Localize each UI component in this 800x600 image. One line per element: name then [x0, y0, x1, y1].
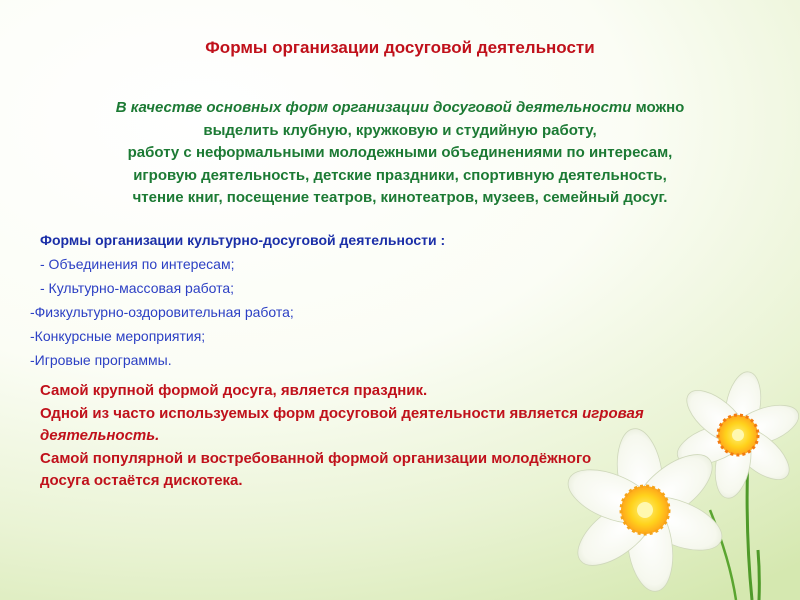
forms-item: -Конкурсные мероприятия;: [30, 328, 206, 344]
forms-item: - Культурно-массовая работа;: [40, 280, 235, 296]
closing-line-2-italic: игровая: [582, 404, 644, 422]
intro-line-4: игровую деятельность, детские праздники, спортивную деятельность,: [133, 166, 667, 184]
daffodil-illustration: [560, 360, 800, 600]
forms-list: [0, 228, 600, 372]
forms-heading: Формы организации культурно-досуговой деятельности :: [40, 232, 446, 248]
forms-item: - Объединения по интересам;: [40, 256, 235, 272]
stem-2: [758, 550, 759, 600]
intro-line-3: работу с неформальными молодежными объединениями по интересам,: [127, 144, 673, 161]
closing-line-1: Самой крупной формой досуга, является праздник.: [40, 382, 428, 399]
slide-title: Формы организации досуговой деятельности: [205, 38, 595, 57]
closing-line-4: Самой популярной и востребованной формой организации молодёжного: [40, 449, 592, 467]
closing-line-2-text: Одной из часто используемых форм досуговой деятельности является: [40, 404, 583, 422]
intro-line-1: [60, 97, 740, 120]
intro-line-1-rest: можно: [631, 99, 685, 116]
closing-line-3: деятельность.: [40, 427, 160, 444]
intro-paragraph: [60, 97, 740, 210]
intro-line-2: выделить клубную, кружковую и студийную работу,: [203, 121, 597, 139]
closing-line-5: досуга остаётся дискотека.: [40, 472, 243, 489]
forms-item: -Игровые программы.: [30, 352, 172, 368]
intro-line-5: чтение книг, посещение театров, кинотеатров, музеев, семейный досуг.: [132, 189, 668, 206]
intro-line-1-italic: В качестве основных форм организации досуговой деятельности: [115, 99, 632, 116]
forms-item: -Физкультурно-оздоровительная работа;: [30, 304, 294, 320]
